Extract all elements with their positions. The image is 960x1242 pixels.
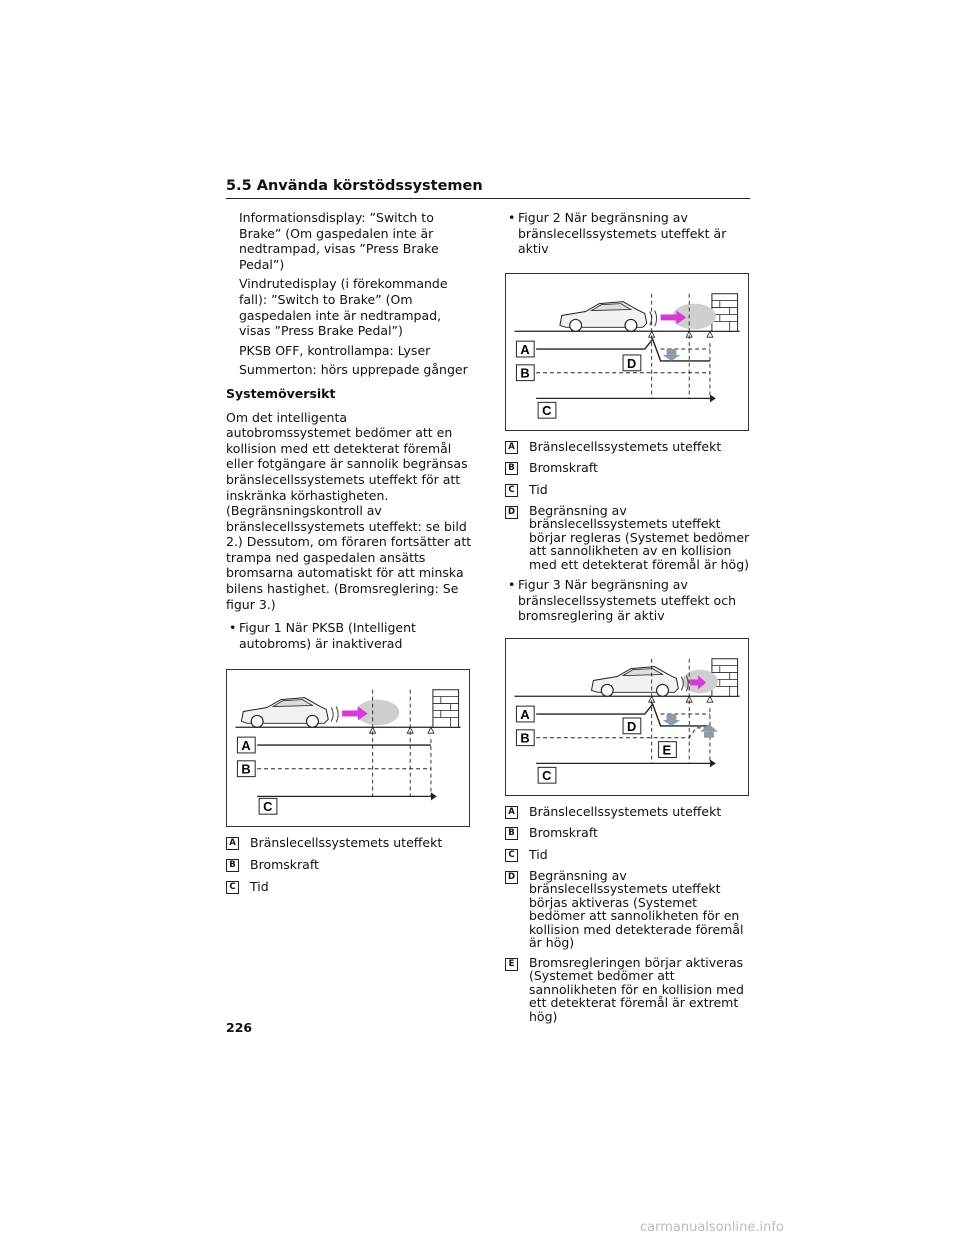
figure-2-diagram — [505, 273, 749, 431]
legend-item: E Bromsregleringen börjar aktiveras (Systemet bedömer att sannolikheten för en kollision med ett detekterat föremål är extremt hög) — [505, 956, 753, 1024]
legend-item: C Tid — [226, 879, 472, 895]
display-item: PKSB OFF, kontrollampa: Lyser — [239, 342, 431, 358]
bullet-figure-2 — [505, 210, 753, 257]
fig1-label-b: B — [241, 762, 251, 778]
bullet-text: Figur 3 När begränsning av bränslecellssystemets uteffekt och bromsreglering är aktiv — [518, 577, 736, 624]
legend-item: A Bränslecellssystemets uteffekt — [505, 804, 753, 820]
left-column — [226, 210, 472, 900]
legend-item: B Bromskraft — [505, 460, 753, 476]
legend-item: A Bränslecellssystemets uteffekt — [505, 439, 753, 455]
right-column — [505, 210, 753, 1029]
fig1-label-c: C — [263, 799, 273, 815]
section-title: 5.5 Använda körstödssystemen — [226, 178, 483, 194]
fig1-label-a: A — [241, 738, 251, 754]
figure-3-legend — [505, 804, 753, 1023]
fig2-label-a: A — [520, 341, 530, 357]
fig2-label-d: D — [627, 355, 637, 371]
bullet-text: Figur 2 När begränsning av bränslecellssystemets uteffekt är aktiv — [518, 210, 727, 257]
legend-item: D Begränsning av bränslecellssystemets uteffekt börjar regleras (Systemet bedömer att sannolikheten av en kollision med ett detekterat föremål är hög) — [505, 504, 753, 572]
legend-item: B Bromskraft — [505, 825, 753, 841]
fig2-label-c: C — [542, 402, 552, 418]
fig3-label-b: B — [520, 730, 530, 746]
display-item: Vindrutedisplay (i förekommande fall): ”Switch to Brake” (Om gaspedalen inte är nedtrampad, visas ”Press Brake Pedal”) — [239, 276, 448, 339]
display-item: Summerton: hörs upprepade gånger — [239, 362, 468, 378]
bullet-dot: • — [508, 210, 516, 225]
fig3-label-a: A — [520, 706, 530, 722]
display-item: Informationsdisplay: ”Switch to Brake” (Om gaspedalen inte är nedtrampad, visas ”Press Brake Pedal”) — [239, 210, 439, 272]
fig3-label-e: E — [662, 742, 672, 758]
bullet-text: Figur 1 När PKSB (Intelligent autobroms) är inaktiverad — [239, 620, 416, 651]
legend-item: D Begränsning av bränslecellssystemets uteffekt börjas aktiveras (Systemet bedömer att sannolikheten för en kollision med detekterade föremål är hög) — [505, 869, 753, 950]
figure-2-legend — [505, 439, 753, 571]
figure-1-diagram — [226, 669, 470, 827]
fig3-label-d: D — [627, 718, 637, 734]
bullet-figure-1 — [226, 620, 472, 651]
watermark: carmanualsonline.info — [640, 1220, 784, 1235]
bullet-figure-3 — [505, 577, 753, 624]
figure-1-legend — [226, 835, 472, 894]
overview-paragraph: Om det intelligenta autobromssystemet bedömer att en kollision med ett detekterat föremål eller fotgängare är sannolik begränsas bränslecellssystemets uteffekt för att inskränka körhastigheten. (Begränsningskontroll av bränslecellssystemets uteffekt: se bild 2.) Dessutom, om föraren fortsätter att trampa ned gaspedalen ansätts bromsarna automatiskt för att minska bilens hastighet. (Bromsreglering: Se figur 3.) — [226, 409, 472, 612]
header-divider — [226, 198, 750, 199]
legend-item: C Tid — [505, 482, 753, 498]
legend-item: C Tid — [505, 847, 753, 863]
bullet-dot: • — [508, 577, 516, 593]
legend-item: A Bränslecellssystemets uteffekt — [226, 835, 472, 851]
legend-item: B Bromskraft — [226, 857, 472, 873]
subheading: Systemöversikt — [226, 385, 336, 401]
fig3-label-c: C — [542, 768, 552, 784]
fig2-label-b: B — [520, 365, 530, 381]
page-number: 226 — [226, 1020, 253, 1035]
bullet-dot: • — [229, 620, 237, 636]
figure-3-diagram — [505, 638, 749, 796]
